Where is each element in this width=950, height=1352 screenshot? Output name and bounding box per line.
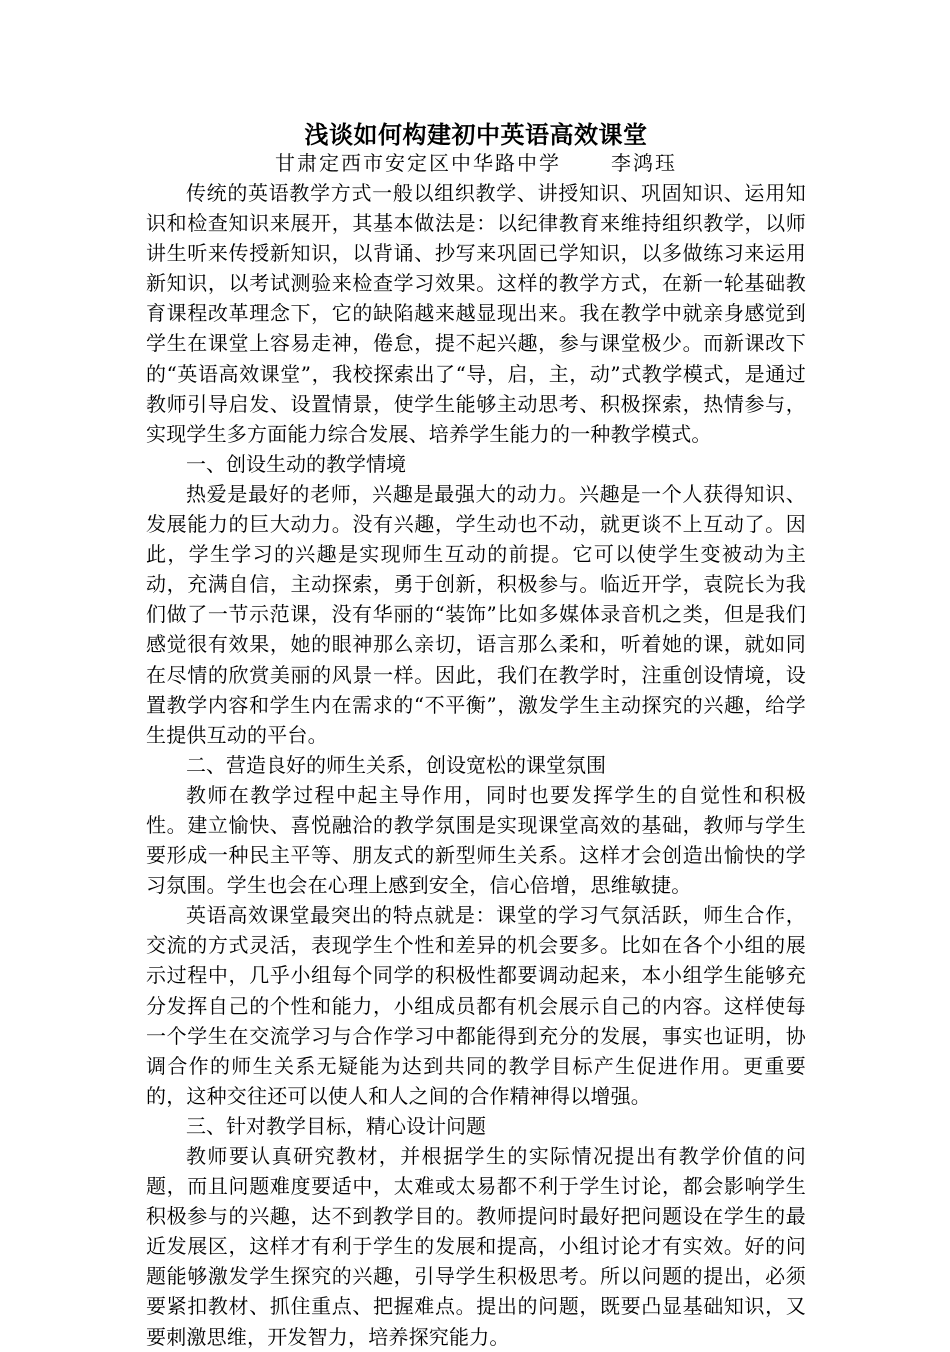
- paragraph-section-2a: 教师在教学过程中起主导作用，同时也要发挥学生的自觉性和积极性。建立愉快、喜悦融洽的教学氛围是实现课堂高效的基础，教师与学生要形成一种民主平等、朋友式的新型师生关系。这样才会创造出愉快的学习氛围。学生也会在心理上感到安全，信心倍增，思维敏捷。: [146, 782, 806, 898]
- paragraph-section-2b: 英语高效课堂最突出的特点就是：课堂的学习气氛活跃，师生合作，交流的方式灵活，表现学生个性和差异的机会要多。比如在各个小组的展示过程中，几乎小组每个同学的积极性都要调动起来，本小组学生能够充分发挥自己的个性和能力，小组成员都有机会展示自己的内容。这样使每一个学生在交流学习与合作学习中都能得到充分的发展，事实也证明，协调合作的师生关系无疑能为达到共同的教学目标产生促进作用。更重要的，这种交往还可以使人和人之间的合作精神得以增强。: [146, 903, 806, 1108]
- school-name: 甘肃定西市安定区中华路中学: [275, 151, 561, 175]
- section-heading-3: 三、针对教学目标，精心设计问题: [186, 1113, 486, 1138]
- section-heading-1: 一、创设生动的教学情境: [186, 451, 406, 476]
- paragraph-section-1: 热爱是最好的老师，兴趣是最强大的动力。兴趣是一个人获得知识、发展能力的巨大动力。没有兴趣，学生动也不动，就更谈不上互动了。因此，学生学习的兴趣是实现师生互动的前提。它可以使学生变被动为主动，充满自信，主动探索，勇于创新，积极参与。临近开学，袁院长为我们做了一节示范课，没有华丽的“装饰”比如多媒体录音机之类，但是我们感觉很有效果，她的眼神那么亲切，语言那么柔和，听着她的课，就如同在尽情的欣赏美丽的风景一样。因此，我们在教学时，注重创设情境，设置教学内容和学生内在需求的“不平衡”，激发学生主动探究的兴趣，给学生提供互动的平台。: [146, 481, 806, 747]
- paragraph-intro: 传统的英语教学方式一般以组织教学、讲授知识、巩固知识、运用知识和检查知识来展开，其基本做法是：以纪律教育来维持组织教学，以师讲生听来传授新知识，以背诵、抄写来巩固已学知识，以多做练习来运用新知识，以考试测验来检查学习效果。这样的教学方式，在新一轮基础教育课程改革理念下，它的缺陷越来越显现出来。我在教学中就亲身感觉到学生在课堂上容易走神，倦怠，提不起兴趣，参与课堂极少。而新课改下的“英语高效课堂”，我校探索出了“导，启，主，动”式教学模式，是通过教师引导启发、设置情景，使学生能够主动思考、积极探索，热情参与，实现学生多方面能力综合发展、培养学生能力的一种教学模式。: [146, 181, 806, 446]
- document-page: [146, 120, 806, 1352]
- section-heading-2: 二、营造良好的师生关系，创设宽松的课堂氛围: [186, 752, 606, 777]
- paragraph-section-3: 教师要认真研究教材，并根据学生的实际情况提出有教学价值的问题，而且问题难度要适中，太难或太易都不利于学生讨论，都会影响学生积极参与的兴趣，达不到教学目的。教师提问时最好把问题设在学生的最近发展区，这样才有利于学生的发展和提高，小组讨论才有实效。好的问题能够激发学生探究的兴趣，引导学生积极思考。所以问题的提出，必须要紧扣教材、抓住重点、把握难点。提出的问题，既要凸显基础知识，又要刺激思维，开发智力，培养探究能力。: [146, 1144, 806, 1349]
- author-line: [146, 150, 806, 176]
- document-title: 浅谈如何构建初中英语高效课堂: [304, 120, 648, 149]
- author-name: 李鸿珏: [611, 151, 677, 175]
